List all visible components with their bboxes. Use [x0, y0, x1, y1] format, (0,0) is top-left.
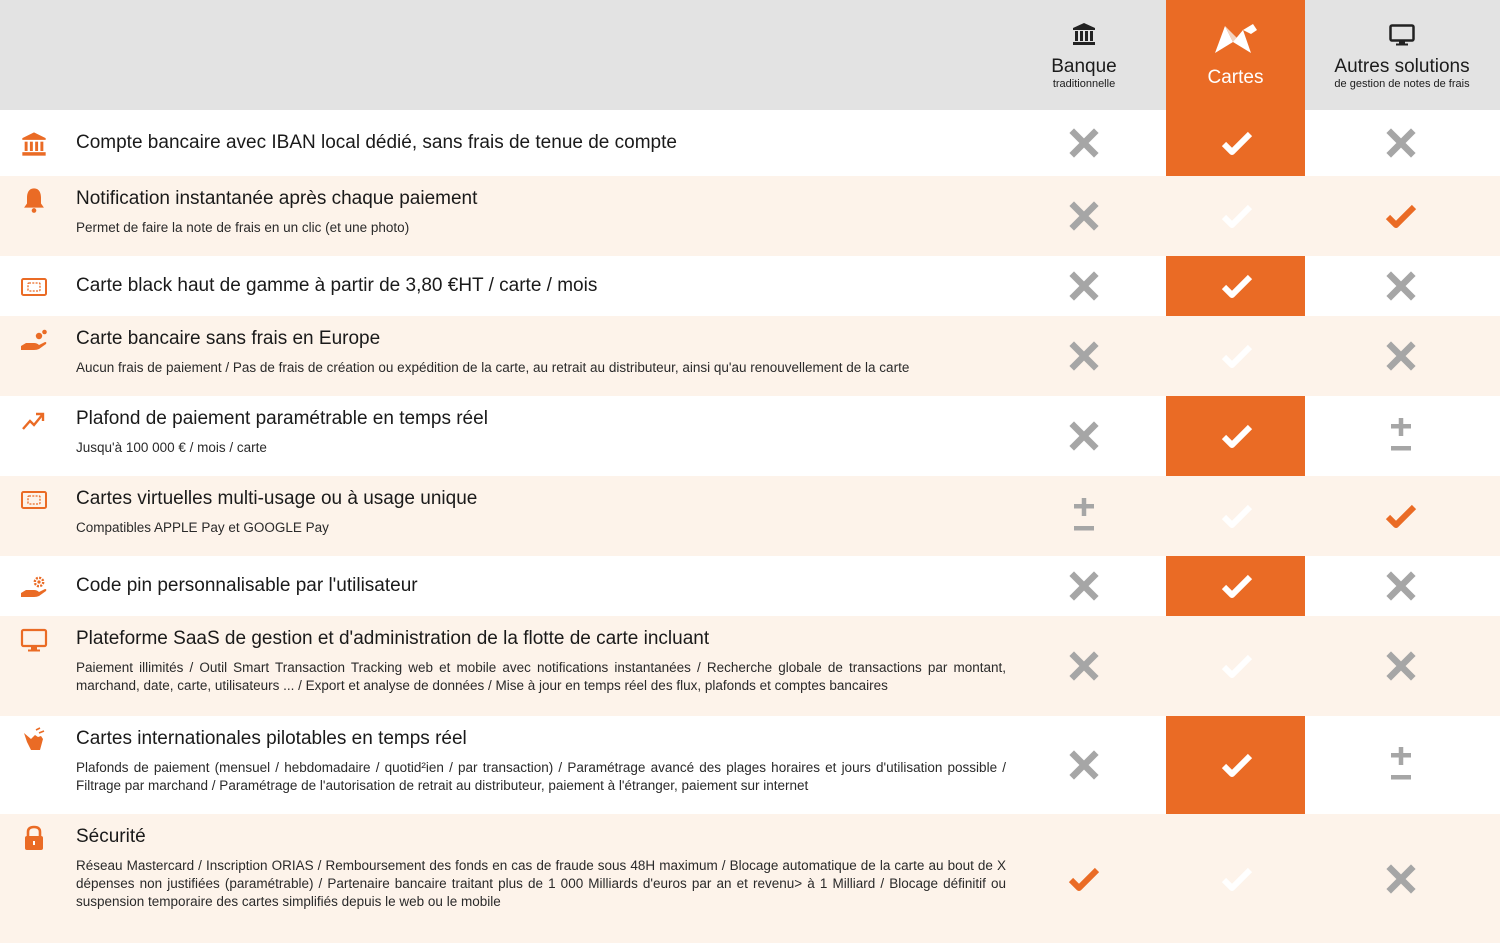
lock-icon — [20, 824, 48, 852]
row-description: Plafonds de paiement (mensuel / hebdomadaire / quotid²ien / par transaction) / Paramétrage avancé des plages horaires et jours d'utilisation possible / Filtrage par marchand / Paramétrage de l'autorisation de retrait au distributeur, paiement à l'étranger, paiement sur internet — [76, 760, 1006, 793]
check-icon — [1219, 498, 1255, 534]
column-title: Cartes — [1207, 67, 1264, 88]
check-icon — [1219, 568, 1255, 604]
cross-icon — [1383, 268, 1419, 304]
row-title: Compte bancaire avec IBAN local dédié, sans frais de tenue de compte — [76, 132, 677, 153]
table-row — [0, 256, 1500, 316]
column-title: Autres solutions — [1334, 56, 1470, 77]
cross-icon — [1383, 861, 1419, 897]
column-subtitle: de gestion de notes de frais — [1334, 78, 1470, 90]
check-icon — [1219, 648, 1255, 684]
row-text — [76, 274, 1006, 298]
row-description: Jusqu'à 100 000 € / mois / carte — [76, 440, 267, 455]
hand-coins-icon — [20, 326, 48, 354]
row-text — [76, 131, 1006, 155]
row-text — [76, 627, 1006, 695]
hand-gear-icon — [20, 573, 48, 601]
row-text — [76, 407, 1006, 457]
table-row — [0, 616, 1500, 716]
row-title: Code pin personnalisable par l'utilisateur — [76, 575, 418, 596]
row-description: Réseau Mastercard / Inscription ORIAS / Remboursement des fonds en cas de fraude sous 48H maximum / Blocage automatique de la carte au bout de X dépenses non justifiées (paramétrable) / Partenaire bancaire traitant plus de 1 000 Milliards d'euros par an et revenu> à 1 Milliard / Blocage définitif ou suspension temporaire des cartes simplifiés depuis le web ou le mobile — [76, 858, 1006, 909]
row-title: Plateforme SaaS de gestion et d'administration de la flotte de carte incluant — [76, 628, 710, 649]
column-header-autres — [1310, 0, 1494, 110]
check-icon — [1219, 747, 1255, 783]
check-icon — [1219, 268, 1255, 304]
tap-hand-icon — [20, 726, 48, 754]
bank-icon — [1072, 22, 1096, 51]
cross-icon — [1066, 198, 1102, 234]
check-icon — [1383, 198, 1419, 234]
row-title: Sécurité — [76, 826, 146, 847]
table-row — [0, 716, 1500, 814]
column-header-banque — [1004, 0, 1164, 110]
cross-icon — [1383, 648, 1419, 684]
column-title: Banque — [1051, 56, 1117, 77]
card-icon — [20, 273, 48, 301]
table-row — [0, 176, 1500, 256]
check-icon — [1219, 198, 1255, 234]
cross-icon — [1066, 338, 1102, 374]
monitor-icon — [20, 626, 48, 654]
cross-icon — [1066, 125, 1102, 161]
column-header-cartes — [1166, 0, 1305, 110]
row-title: Plafond de paiement paramétrable en temps réel — [76, 408, 488, 429]
row-text — [76, 727, 1006, 795]
check-icon — [1219, 861, 1255, 897]
bank-icon — [20, 130, 48, 158]
row-description: Aucun frais de paiement / Pas de frais de création ou expédition de la carte, au retrait au distributeur, ainsi qu'au renouvellement de la carte — [76, 360, 910, 375]
table-row — [0, 316, 1500, 396]
cross-icon — [1066, 268, 1102, 304]
row-title: Carte bancaire sans frais en Europe — [76, 328, 381, 349]
check-icon — [1219, 418, 1255, 454]
row-description: Compatibles APPLE Pay et GOOGLE Pay — [76, 520, 329, 535]
row-text — [76, 187, 1006, 237]
cross-icon — [1066, 568, 1102, 604]
table-row — [0, 110, 1500, 176]
row-title: Cartes internationales pilotables en temps réel — [76, 728, 467, 749]
cross-icon — [1383, 568, 1419, 604]
row-title: Notification instantanée après chaque paiement — [76, 188, 478, 209]
check-icon — [1383, 498, 1419, 534]
row-description: Permet de faire la note de frais en un clic (et une photo) — [76, 220, 410, 235]
table-row — [0, 396, 1500, 476]
row-text — [76, 825, 1006, 911]
row-title: Carte black haut de gamme à partir de 3,80 €HT / carte / mois — [76, 275, 598, 296]
monitor-icon — [1389, 24, 1415, 51]
check-icon — [1219, 338, 1255, 374]
cross-icon — [1066, 648, 1102, 684]
row-text — [76, 574, 1006, 598]
origami-bird-logo — [1213, 20, 1259, 61]
cross-icon — [1383, 125, 1419, 161]
row-description: Paiement illimités / Outil Smart Transaction Tracking web et mobile avec notifications instantanées / Recherche globale de transactions par montant, marchand, date, carte, utilisateurs ... / Export et analyse de données / Mise à jour en temps réel des flux, plafonds et comptes bancaires — [76, 660, 1006, 693]
cross-icon — [1383, 338, 1419, 374]
bell-icon — [20, 186, 48, 214]
row-text — [76, 487, 1006, 537]
row-text — [76, 327, 1006, 377]
cross-icon — [1066, 747, 1102, 783]
plus-minus-icon — [1383, 418, 1419, 454]
column-subtitle: traditionnelle — [1052, 78, 1116, 90]
trend-up-icon — [20, 406, 48, 434]
plus-minus-icon — [1383, 747, 1419, 783]
plus-minus-icon — [1066, 498, 1102, 534]
card-icon — [20, 486, 48, 514]
row-title: Cartes virtuelles multi-usage ou à usage unique — [76, 488, 478, 509]
table-row — [0, 476, 1500, 556]
check-icon — [1066, 861, 1102, 897]
table-row — [0, 556, 1500, 616]
table-row — [0, 814, 1500, 943]
check-icon — [1219, 125, 1255, 161]
cross-icon — [1066, 418, 1102, 454]
